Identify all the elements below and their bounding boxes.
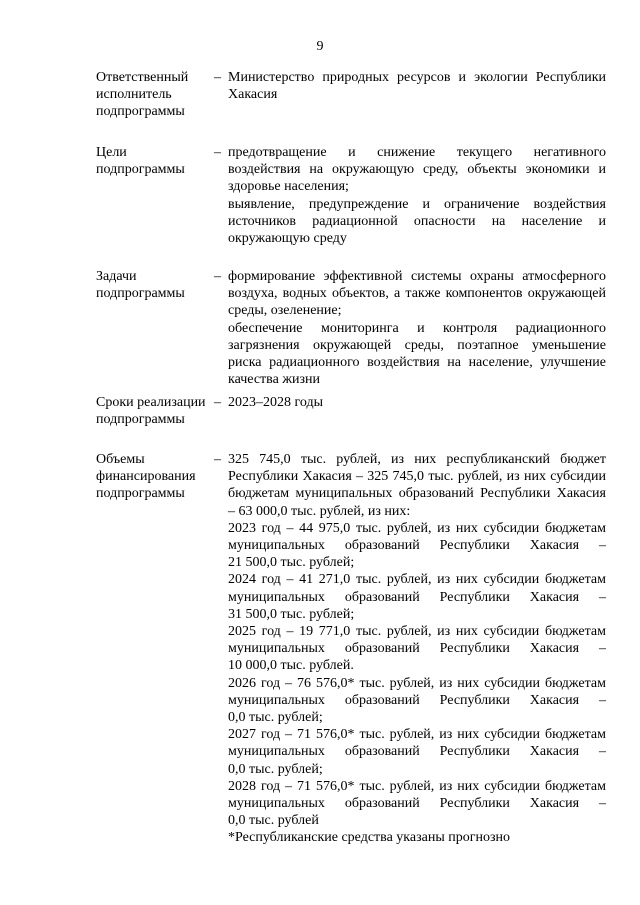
text-line: формирование эффективной системы охраны атмосферного — [228, 269, 606, 284]
text-line: – 63 000,0 тыс. рублей, из них: — [228, 503, 411, 519]
row-value — [228, 451, 606, 847]
row-value — [228, 394, 606, 411]
text-line: 10 000,0 тыс. рублей. — [228, 658, 354, 674]
text-line: муниципальных образований Республики Хакасия – — [228, 744, 606, 760]
text-line: Министерство природных ресурсов и экологии Республики — [228, 70, 606, 85]
row-label — [96, 451, 208, 503]
label-line: Объемы — [96, 452, 145, 467]
row-dash: – — [214, 145, 221, 160]
text-line: выявление, предупреждение и ограничение воздействия — [228, 196, 606, 212]
text-line: 0,0 тыс. рублей; — [228, 761, 323, 777]
text-line: муниципальных образований Республики Хакасия – — [228, 692, 606, 708]
row-dash: – — [214, 395, 221, 410]
text-line: муниципальных образований Республики Хакасия – — [228, 589, 606, 605]
label-line: финансирования — [96, 469, 196, 485]
text-line: 0,0 тыс. рублей — [228, 813, 319, 829]
label-line: исполнитель — [96, 87, 172, 103]
text-line: воздуха, водных объектов, а также компонентов окружающей — [228, 286, 606, 302]
row-dash: – — [214, 452, 221, 467]
text-line: качества жизни — [228, 372, 320, 388]
text-line: предотвращение и снижение текущего негативного — [228, 145, 606, 160]
label-line: подпрограммы — [96, 162, 185, 178]
text-line: муниципальных образований Республики Хакасия – — [228, 796, 606, 812]
row-value — [228, 69, 606, 103]
text-line: воздействия на окружающую среду, объекты экономики и — [228, 162, 606, 178]
text-line: риска радиационного воздействия на население, улучшение — [228, 355, 606, 371]
text-line: 325 745,0 тыс. рублей, из них республиканский бюджет — [228, 452, 606, 467]
text-line: 2024 год – 41 271,0 тыс. рублей, из них субсидии бюджетам — [228, 572, 606, 588]
text-line: 2025 год – 19 771,0 тыс. рублей, из них субсидии бюджетам — [228, 624, 606, 640]
text-line: 2023–2028 годы — [228, 395, 324, 410]
row-value — [228, 268, 606, 388]
label-line: подпрограммы — [96, 486, 185, 502]
row-dash: – — [214, 70, 221, 85]
text-line: Хакасия — [228, 87, 278, 103]
row-label — [96, 69, 208, 121]
text-line: 2028 год – 71 576,0* тыс. рублей, из них субсидии бюджетам — [228, 778, 606, 794]
row-value — [228, 144, 606, 247]
text-line: загрязнения окружающей среды, поэтапное уменьшение — [228, 337, 606, 353]
page-number: 9 — [316, 39, 324, 54]
text-line: 31 500,0 тыс. рублей; — [228, 606, 355, 622]
label-line: подпрограммы — [96, 412, 185, 428]
text-line: 0,0 тыс. рублей; — [228, 710, 323, 726]
row-label — [96, 394, 208, 428]
text-line: бюджетам муниципальных образований Республики Хакасия — [228, 486, 606, 502]
text-line: 21 500,0 тыс. рублей; — [228, 555, 355, 571]
text-line: Республики Хакасия – 325 745,0 тыс. рублей, из них субсидии — [228, 469, 606, 485]
label-line: подпрограммы — [96, 286, 185, 302]
text-line: 2027 год – 71 576,0* тыс. рублей, из них субсидии бюджетам — [228, 727, 606, 743]
label-line: подпрограммы — [96, 104, 185, 120]
row-label — [96, 144, 208, 178]
text-line: окружающую среду — [228, 231, 347, 247]
label-line: Задачи — [96, 269, 137, 284]
text-line: *Республиканские средства указаны прогнозно — [228, 830, 510, 846]
label-line: Цели — [96, 145, 127, 160]
label-line: Ответственный — [96, 70, 189, 85]
row-dash: – — [214, 269, 221, 284]
text-line: 2023 год – 44 975,0 тыс. рублей, из них субсидии бюджетам — [228, 520, 606, 536]
text-line: здоровье населения; — [228, 179, 349, 195]
text-line: 2026 год – 76 576,0* тыс. рублей, из них субсидии бюджетам — [228, 675, 606, 691]
row-label — [96, 268, 208, 302]
text-line: среды, озеленение; — [228, 303, 342, 319]
text-line: муниципальных образований Республики Хакасия – — [228, 641, 606, 657]
text-line: источников радиационной опасности на население и — [228, 213, 606, 229]
text-line: муниципальных образований Республики Хакасия – — [228, 538, 606, 554]
text-line: обеспечение мониторинга и контроля радиационного — [228, 320, 606, 336]
label-line: Сроки реализации — [96, 395, 206, 410]
